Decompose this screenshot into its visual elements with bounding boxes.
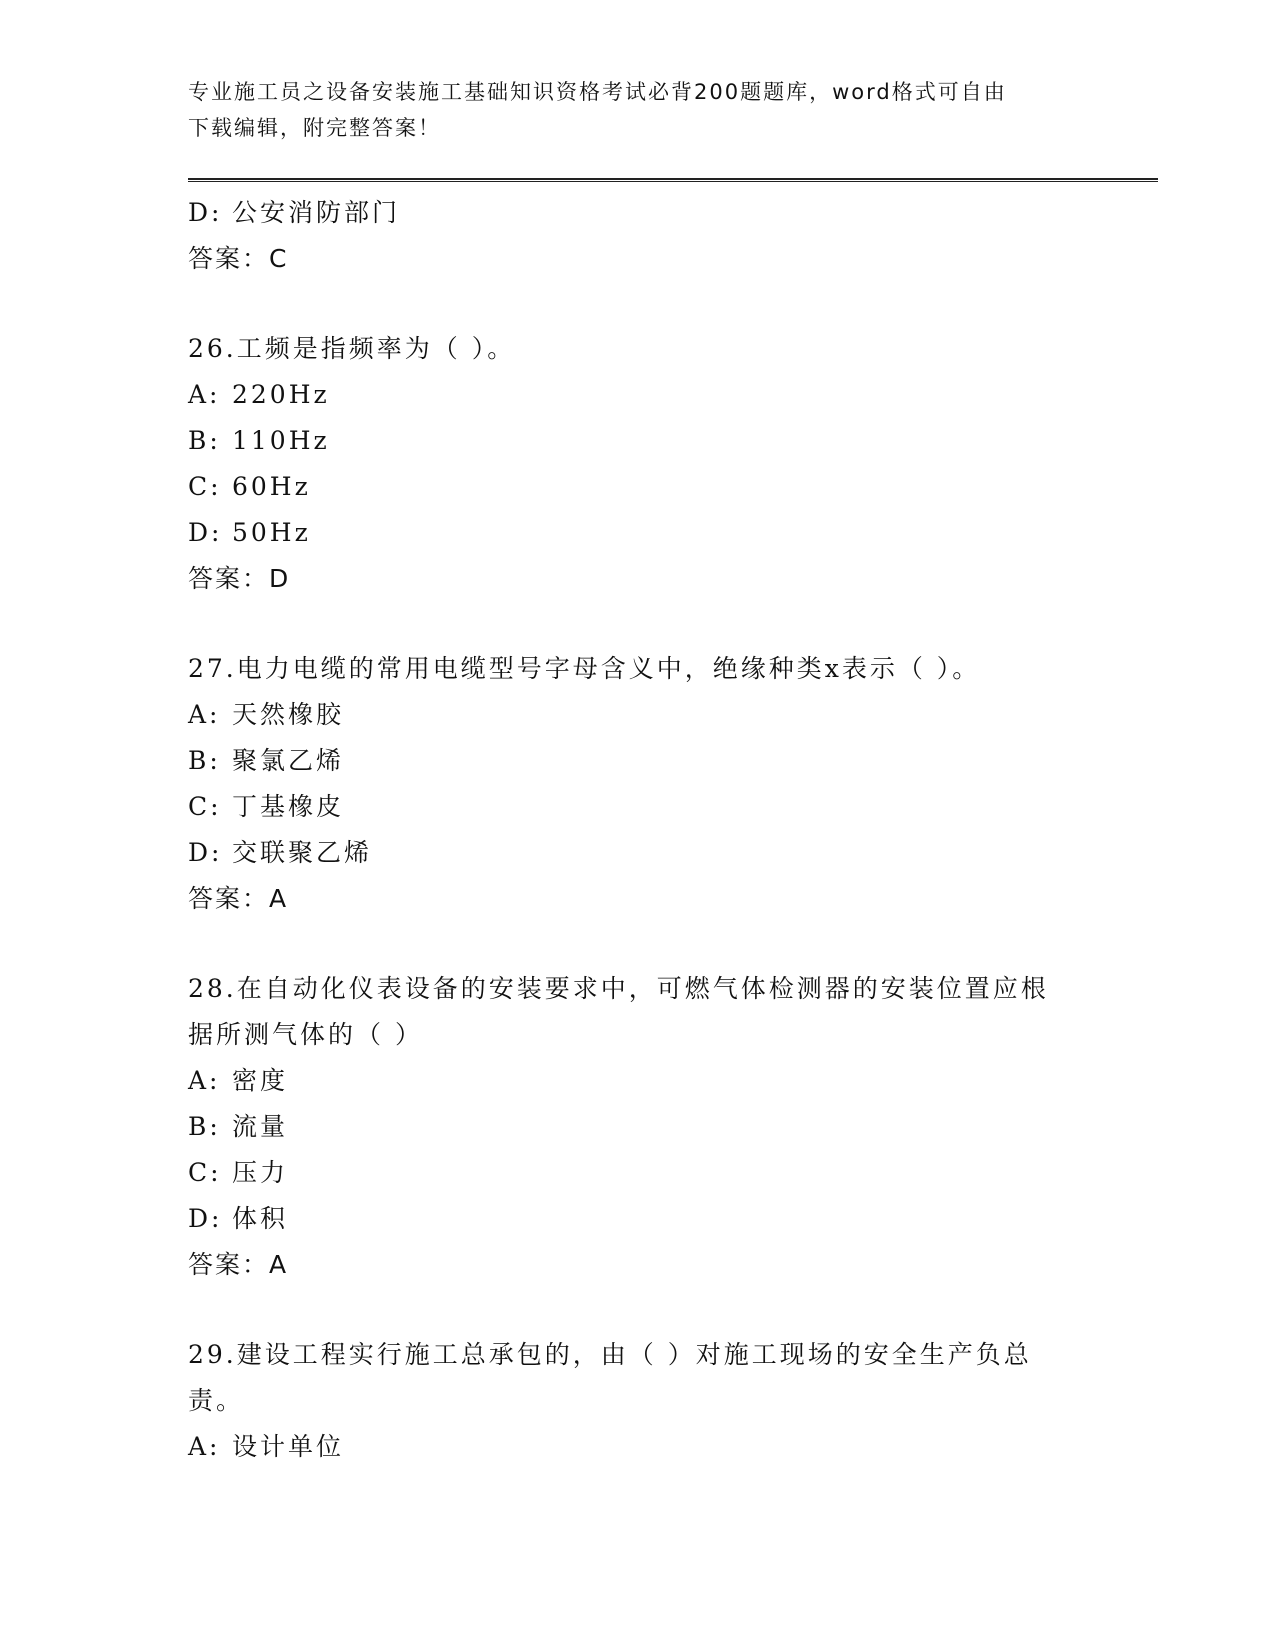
option-text: 220Hz xyxy=(232,380,330,409)
option-a xyxy=(188,1058,1088,1104)
option-label: A: xyxy=(188,380,221,409)
option-label: D: xyxy=(188,838,223,867)
option-c xyxy=(188,1150,1088,1196)
option-text: 密度 xyxy=(232,1066,289,1095)
option-b xyxy=(188,738,1088,784)
option-text: 50Hz xyxy=(232,518,311,547)
answer: 答案：A xyxy=(188,1250,289,1279)
option-text: 丁基橡皮 xyxy=(232,792,345,821)
header-line-2: 下载编辑，附完整答案！ xyxy=(188,116,441,140)
option-d xyxy=(188,510,1088,556)
header-line-1: 专业施工员之设备安装施工基础知识资格考试必背200题题库，word格式可自由 xyxy=(188,80,1007,104)
option-b xyxy=(188,418,1088,464)
question-29-line-1: 29.建设工程实行施工总承包的，由（ ）对施工现场的安全生产负总 xyxy=(188,1340,1032,1369)
option-d xyxy=(188,190,1088,236)
answer: 答案：C xyxy=(188,244,289,273)
option-text: 交联聚乙烯 xyxy=(232,838,373,867)
option-d xyxy=(188,830,1088,876)
question-28-line-2: 据所测气体的（ ） xyxy=(188,1020,423,1049)
option-label: A: xyxy=(188,1432,221,1461)
option-label: C: xyxy=(188,472,222,501)
option-text: 公安消防部门 xyxy=(232,198,401,227)
option-c xyxy=(188,784,1088,830)
page-header xyxy=(188,74,1088,146)
option-text: 体积 xyxy=(232,1204,289,1233)
option-a xyxy=(188,1424,1088,1470)
option-b xyxy=(188,1104,1088,1150)
question-26: 26.工频是指频率为（ ）。 xyxy=(188,334,516,363)
option-label: A: xyxy=(188,1066,221,1095)
option-text: 60Hz xyxy=(232,472,311,501)
option-label: D: xyxy=(188,518,223,547)
answer: 答案：D xyxy=(188,564,291,593)
question-29-line-2: 责。 xyxy=(188,1386,245,1415)
question-27: 27.电力电缆的常用电缆型号字母含义中，绝缘种类x表示（ ）。 xyxy=(188,654,981,683)
header-divider xyxy=(188,178,1158,182)
option-d xyxy=(188,1196,1088,1242)
option-text: 流量 xyxy=(232,1112,289,1141)
option-label: C: xyxy=(188,1158,222,1187)
option-label: B: xyxy=(188,746,221,775)
option-label: B: xyxy=(188,1112,221,1141)
option-text: 压力 xyxy=(232,1158,289,1187)
option-text: 110Hz xyxy=(232,426,330,455)
answer: 答案：A xyxy=(188,884,289,913)
option-label: D: xyxy=(188,1204,223,1233)
option-label: A: xyxy=(188,700,221,729)
option-c xyxy=(188,464,1088,510)
option-label: B: xyxy=(188,426,221,455)
option-label: D: xyxy=(188,198,223,227)
option-a xyxy=(188,692,1088,738)
option-label: C: xyxy=(188,792,222,821)
option-text: 天然橡胶 xyxy=(232,700,345,729)
option-a xyxy=(188,372,1088,418)
option-text: 聚氯乙烯 xyxy=(232,746,345,775)
question-list xyxy=(188,190,1088,1470)
question-28-line-1: 28.在自动化仪表设备的安装要求中，可燃气体检测器的安装位置应根 xyxy=(188,974,1049,1003)
option-text: 设计单位 xyxy=(232,1432,345,1461)
